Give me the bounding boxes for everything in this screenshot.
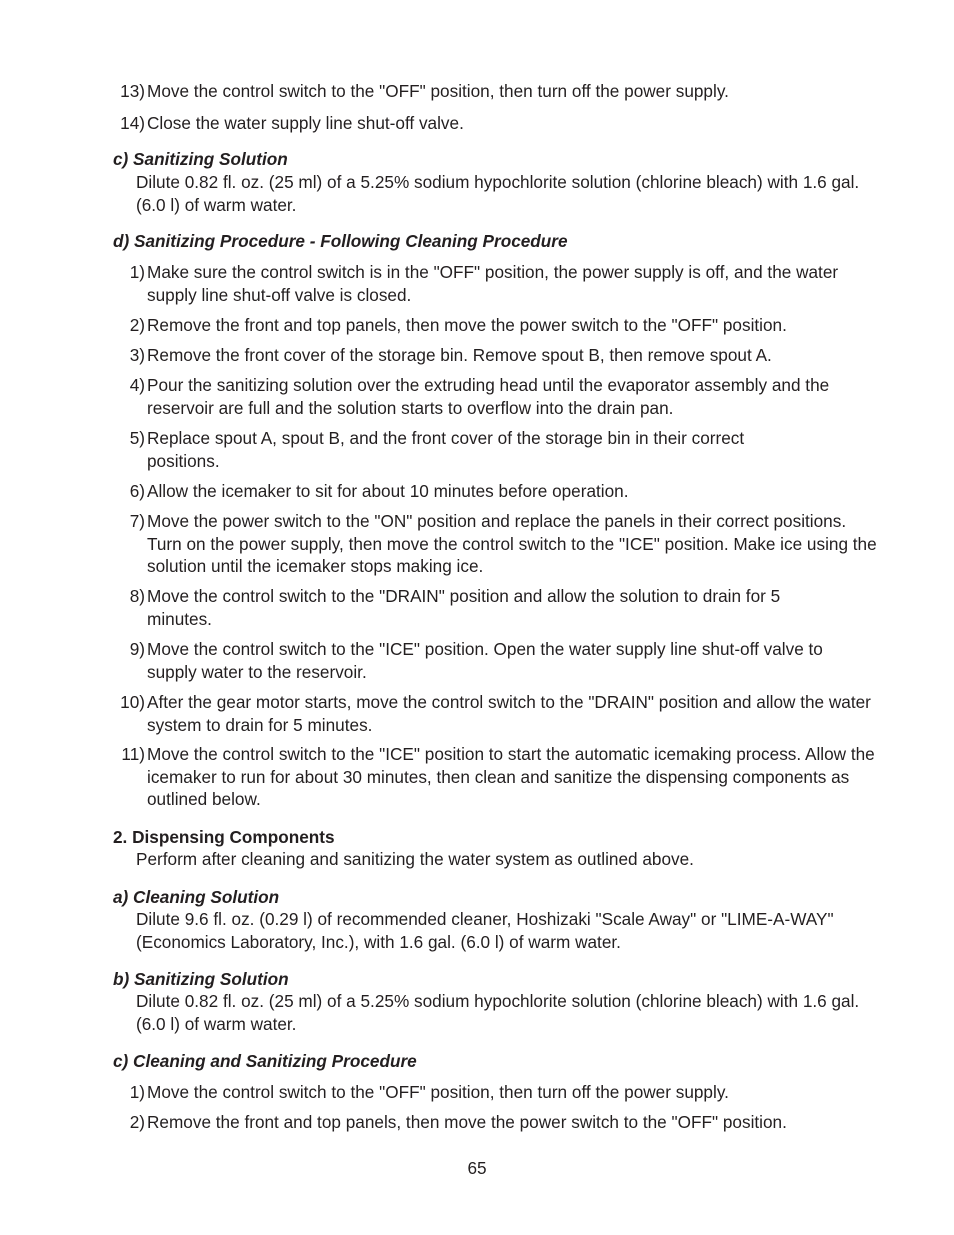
step-number: 4) xyxy=(129,375,145,395)
section-heading-c-cleaning-sanitizing-procedure: c) Cleaning and Sanitizing Procedure xyxy=(113,1051,417,1071)
step-text: Remove the front and top panels, then move the power switch to the "OFF" position. xyxy=(147,315,787,335)
step-text: Remove the front cover of the storage bin. Remove spout B, then remove spout A. xyxy=(147,345,772,365)
step-text: After the gear motor starts, move the control switch to the "DRAIN" position and allow the water system to drain for 5 minutes. xyxy=(147,692,871,735)
step-text: Remove the front and top panels, then move the power switch to the "OFF" position. xyxy=(147,1112,787,1132)
section-body-a-cleaning-solution: Dilute 9.6 fl. oz. (0.29 l) of recommended cleaner, Hoshizaki "Scale Away" or "LIME-A-WAY" (Economics Laboratory, Inc.), with 1.6 gal. (6.0 l) of warm water. xyxy=(136,909,834,952)
step-number: 8) xyxy=(129,586,145,606)
step-text: Move the power switch to the "ON" position and replace the panels in their correct positions. Turn on the power supply, then move the control switch to the "ICE" position. Make ice using the solution until the icemaker stops making ice. xyxy=(147,511,877,577)
step-number: 2) xyxy=(129,315,145,335)
step-number: 10) xyxy=(120,692,145,712)
section-body-c-sanitizing-solution: Dilute 0.82 fl. oz. (25 ml) of a 5.25% sodium hypochlorite solution (chlorine bleach) with 1.6 gal. (6.0 l) of warm water. xyxy=(136,172,860,215)
step-number: 1) xyxy=(129,262,145,282)
step-number: 14) xyxy=(120,113,145,133)
step-text: Pour the sanitizing solution over the extruding head until the evaporator assembly and the reservoir are full and the solution starts to overflow into the drain pan. xyxy=(147,375,830,418)
step-text: Make sure the control switch is in the "OFF" position, the power supply is off, and the water supply line shut-off valve is closed. xyxy=(147,262,839,305)
step-text: Move the control switch to the "ICE" position to start the automatic icemaking process. Allow the icemaker to run for about 30 minutes, then clean and sanitize the dispensing components as outlined below. xyxy=(147,744,875,810)
step-number: 13) xyxy=(120,81,145,101)
step-number: 2) xyxy=(129,1112,145,1132)
step-text: Close the water supply line shut-off valve. xyxy=(147,113,464,133)
section-heading-c-sanitizing-solution: c) Sanitizing Solution xyxy=(113,149,288,169)
step-number: 11) xyxy=(121,744,145,764)
step-text: Allow the icemaker to sit for about 10 minutes before operation. xyxy=(147,481,629,501)
page-number: 65 xyxy=(467,1158,487,1178)
step-text: Replace spout A, spout B, and the front cover of the storage bin in their correct positions. xyxy=(147,428,745,471)
section-heading-b-sanitizing-solution: b) Sanitizing Solution xyxy=(113,969,289,989)
section-body-b-sanitizing-solution: Dilute 0.82 fl. oz. (25 ml) of a 5.25% sodium hypochlorite solution (chlorine bleach) with 1.6 gal. (6.0 l) of warm water. xyxy=(136,991,860,1034)
section-heading-d-sanitizing-procedure: d) Sanitizing Procedure - Following Cleaning Procedure xyxy=(113,231,568,251)
section-heading-dispensing-components: 2. Dispensing Components xyxy=(113,827,335,847)
step-number: 6) xyxy=(129,481,145,501)
step-text: Move the control switch to the "OFF" position, then turn off the power supply. xyxy=(147,81,729,101)
step-number: 9) xyxy=(129,639,145,659)
step-text: Move the control switch to the "OFF" position, then turn off the power supply. xyxy=(147,1082,729,1102)
step-number: 3) xyxy=(129,345,145,365)
step-number: 1) xyxy=(129,1082,145,1102)
section-heading-a-cleaning-solution: a) Cleaning Solution xyxy=(113,887,280,907)
step-number: 5) xyxy=(129,428,145,448)
step-text: Move the control switch to the "ICE" position. Open the water supply line shut-off valve to supply water to the reservoir. xyxy=(147,639,823,682)
section-body-dispensing-components: Perform after cleaning and sanitizing the water system as outlined above. xyxy=(136,849,694,869)
step-text: Move the control switch to the "DRAIN" position and allow the solution to drain for 5 minutes. xyxy=(147,586,781,629)
step-number: 7) xyxy=(129,511,145,531)
